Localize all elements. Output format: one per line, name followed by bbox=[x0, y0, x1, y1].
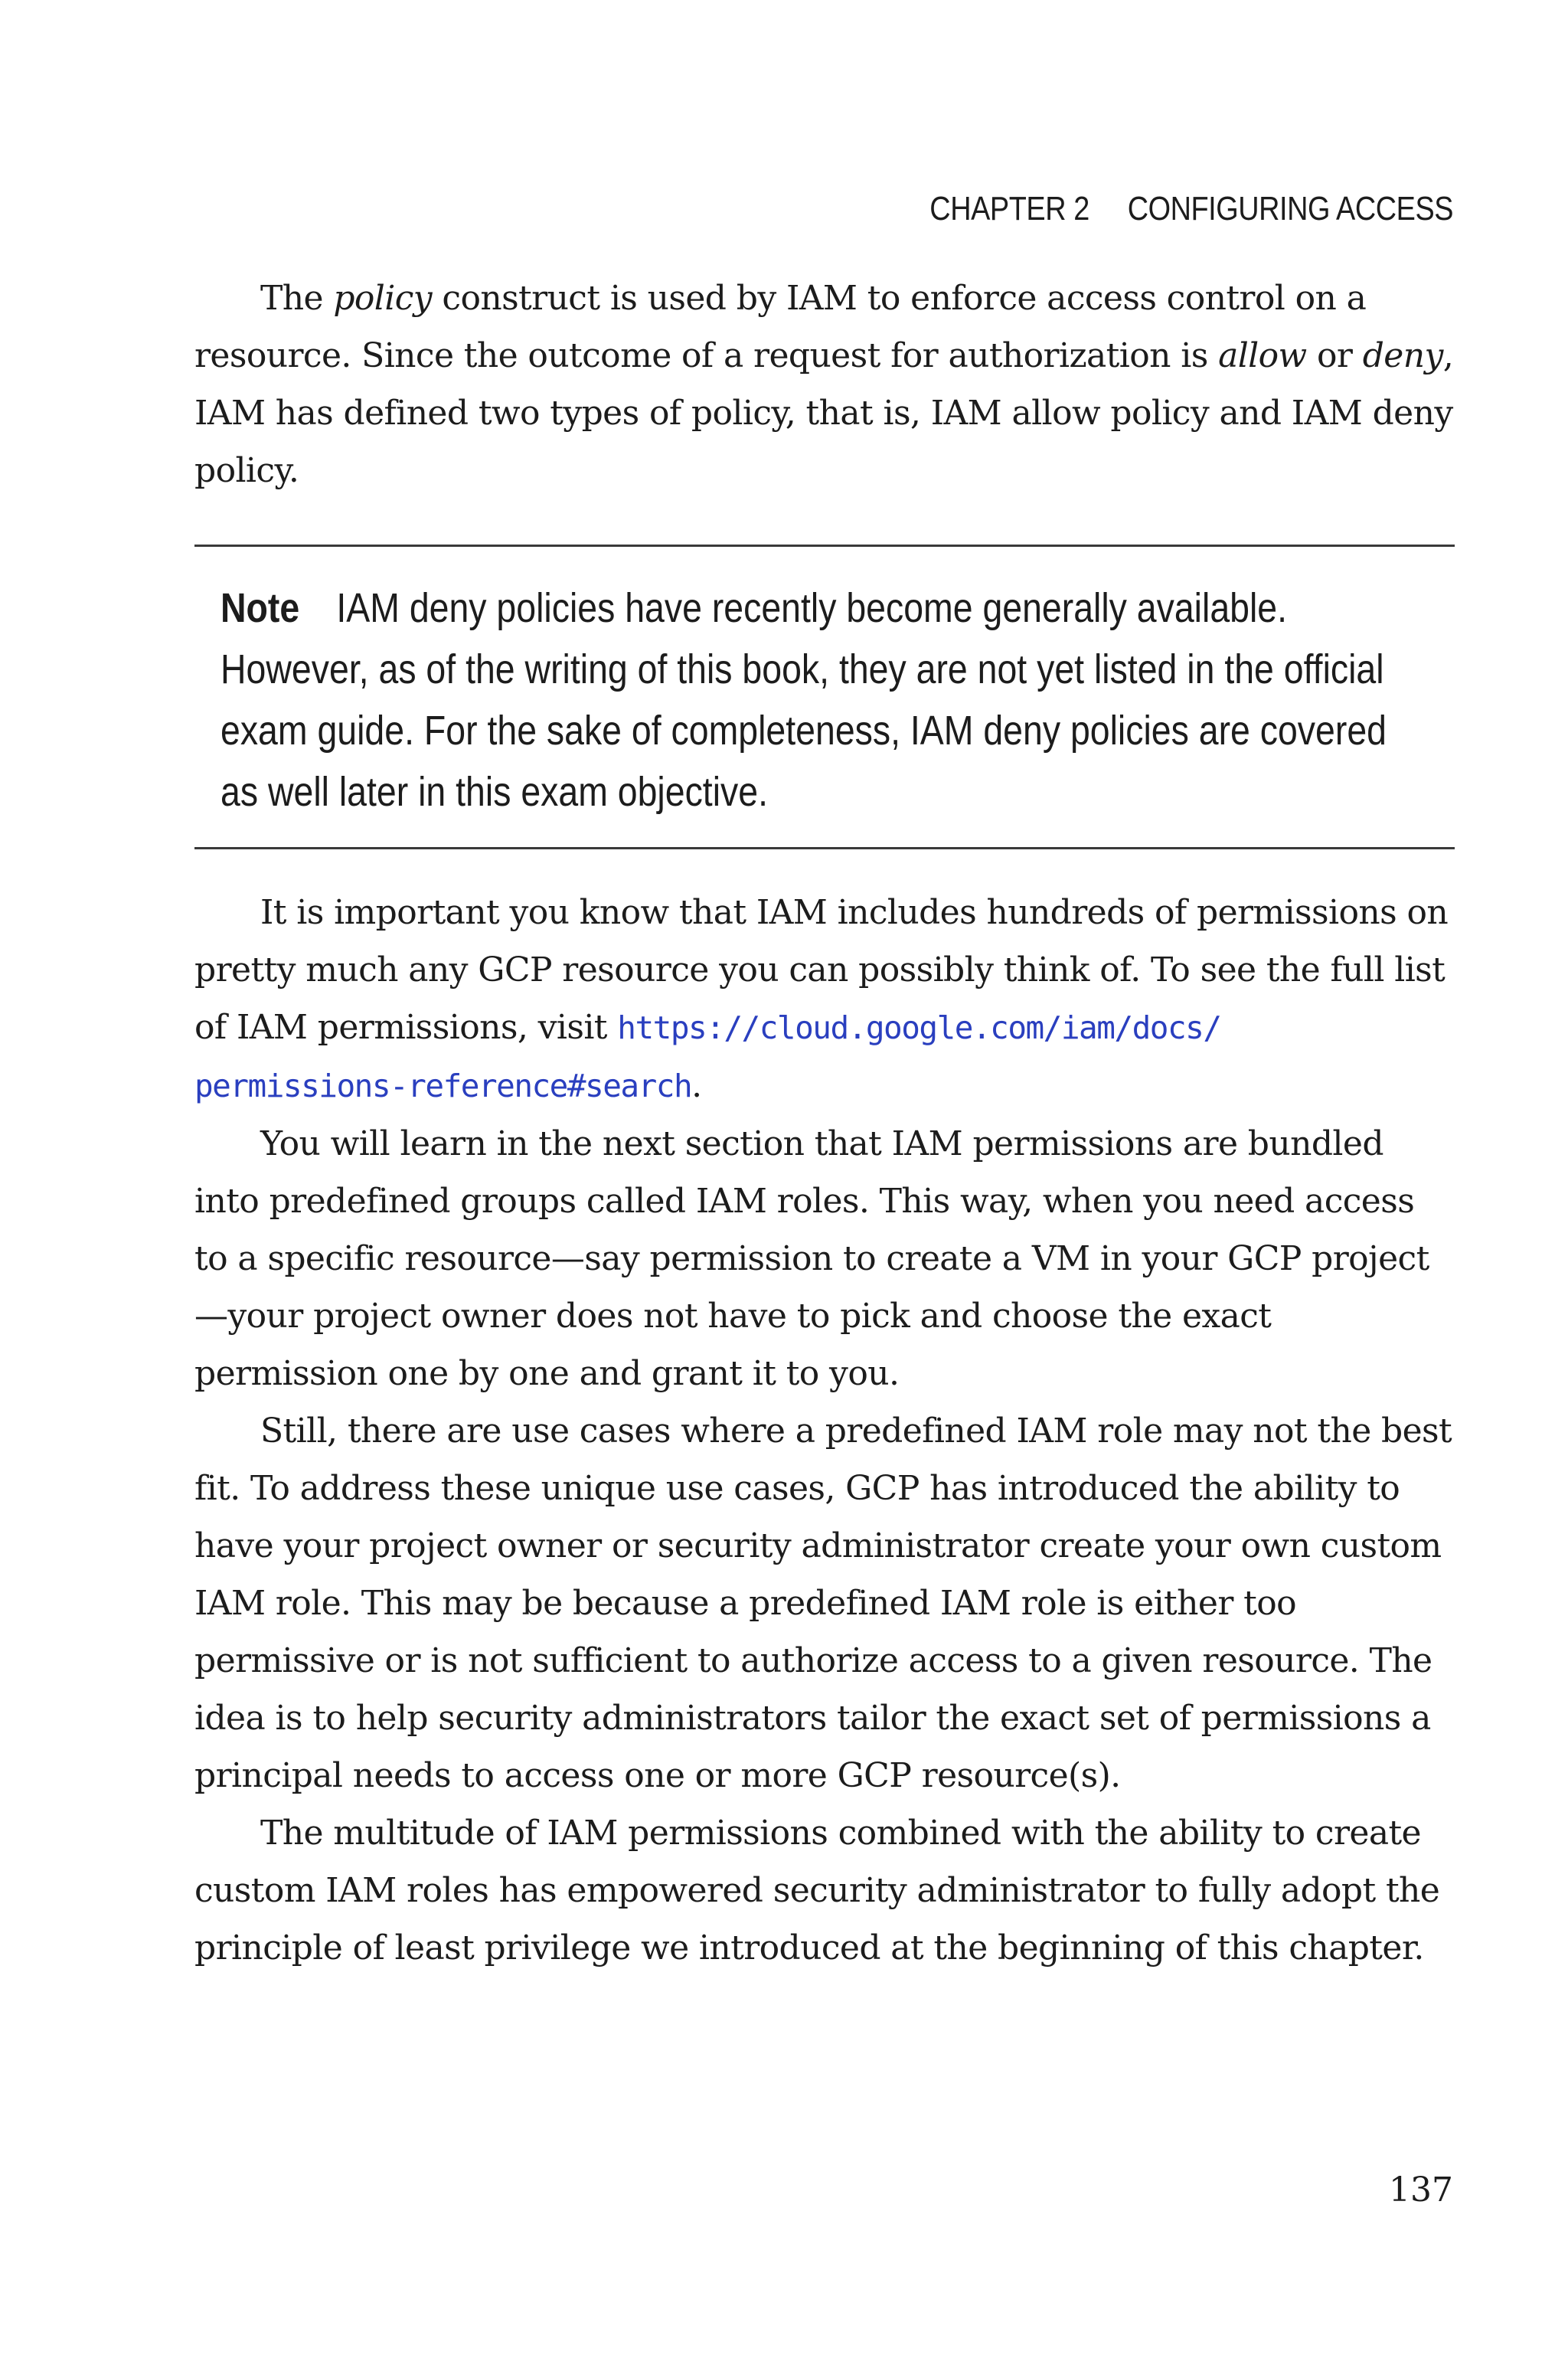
text-run: The bbox=[260, 279, 334, 318]
emphasis-policy: policy bbox=[333, 279, 433, 318]
note-box bbox=[220, 577, 1415, 823]
note-text: IAM deny policies have recently become generally available. However, as of the writing of this book, they are not yet listed in the official exam guide. For the sake of completeness, IAM deny policies are covered as well later in this exam objective. bbox=[220, 585, 1387, 815]
chapter-number: CHAPTER 2 bbox=[929, 190, 1089, 227]
page-number: 137 bbox=[1389, 2170, 1453, 2210]
chapter-title: CONFIGURING ACCESS bbox=[1127, 190, 1453, 227]
note-bottom-rule bbox=[194, 847, 1455, 849]
intro-section bbox=[194, 270, 1455, 499]
note-top-rule bbox=[194, 545, 1455, 547]
paragraph-least-privilege: The multitude of IAM permissions combined with the ability to create custom IAM roles has empowered security administrator to fully adopt the principle of least privilege we introduced at the beginning of this chapter. bbox=[194, 1814, 1440, 1967]
link-part[interactable]: https://cloud.google.com/iam/docs/ bbox=[617, 1009, 1221, 1046]
text-run: construct is used by IAM to enforce access control on a resource. Since the outcome of a request for authorization is bbox=[194, 279, 1367, 375]
paragraph-roles: You will learn in the next section that IAM permissions are bundled into predefined groups called IAM roles. This way, when you need access to a specific resource—say permission to create a VM in your GCP project—your project owner does not have to pick and choose the exact permission one by one and grant it to you. bbox=[194, 1124, 1429, 1393]
note-label: Note bbox=[220, 585, 300, 631]
emphasis-allow: allow bbox=[1218, 336, 1307, 375]
text-run: . bbox=[691, 1066, 702, 1105]
text-run: It is important you know that IAM includes hundreds of permissions on pretty much any GCP resource you can possibly think of. To see the full list of IAM permissions, visit bbox=[194, 893, 1449, 1047]
text-run: or bbox=[1306, 336, 1363, 375]
running-header bbox=[929, 190, 1453, 228]
paragraph-permissions bbox=[194, 884, 1455, 1115]
link-part[interactable]: permissions-reference#search bbox=[194, 1068, 692, 1104]
emphasis-deny: deny bbox=[1362, 336, 1443, 375]
text-run: , IAM has defined two types of policy, that is, IAM allow policy and IAM deny policy. bbox=[194, 336, 1454, 490]
paragraph-policy bbox=[194, 270, 1455, 499]
paragraph-custom-roles: Still, there are use cases where a predefined IAM role may not the best fit. To address these unique use cases, GCP has introduced the ability to have your project owner or security administrator create your own custom IAM role. This may be because a predefined IAM role is either too permissive or is not sufficient to authorize access to a given resource. The idea is to help security administrators tailor the exact set of permissions a principal needs to access one or more GCP resource(s). bbox=[194, 1411, 1452, 1795]
main-section bbox=[194, 884, 1455, 1977]
